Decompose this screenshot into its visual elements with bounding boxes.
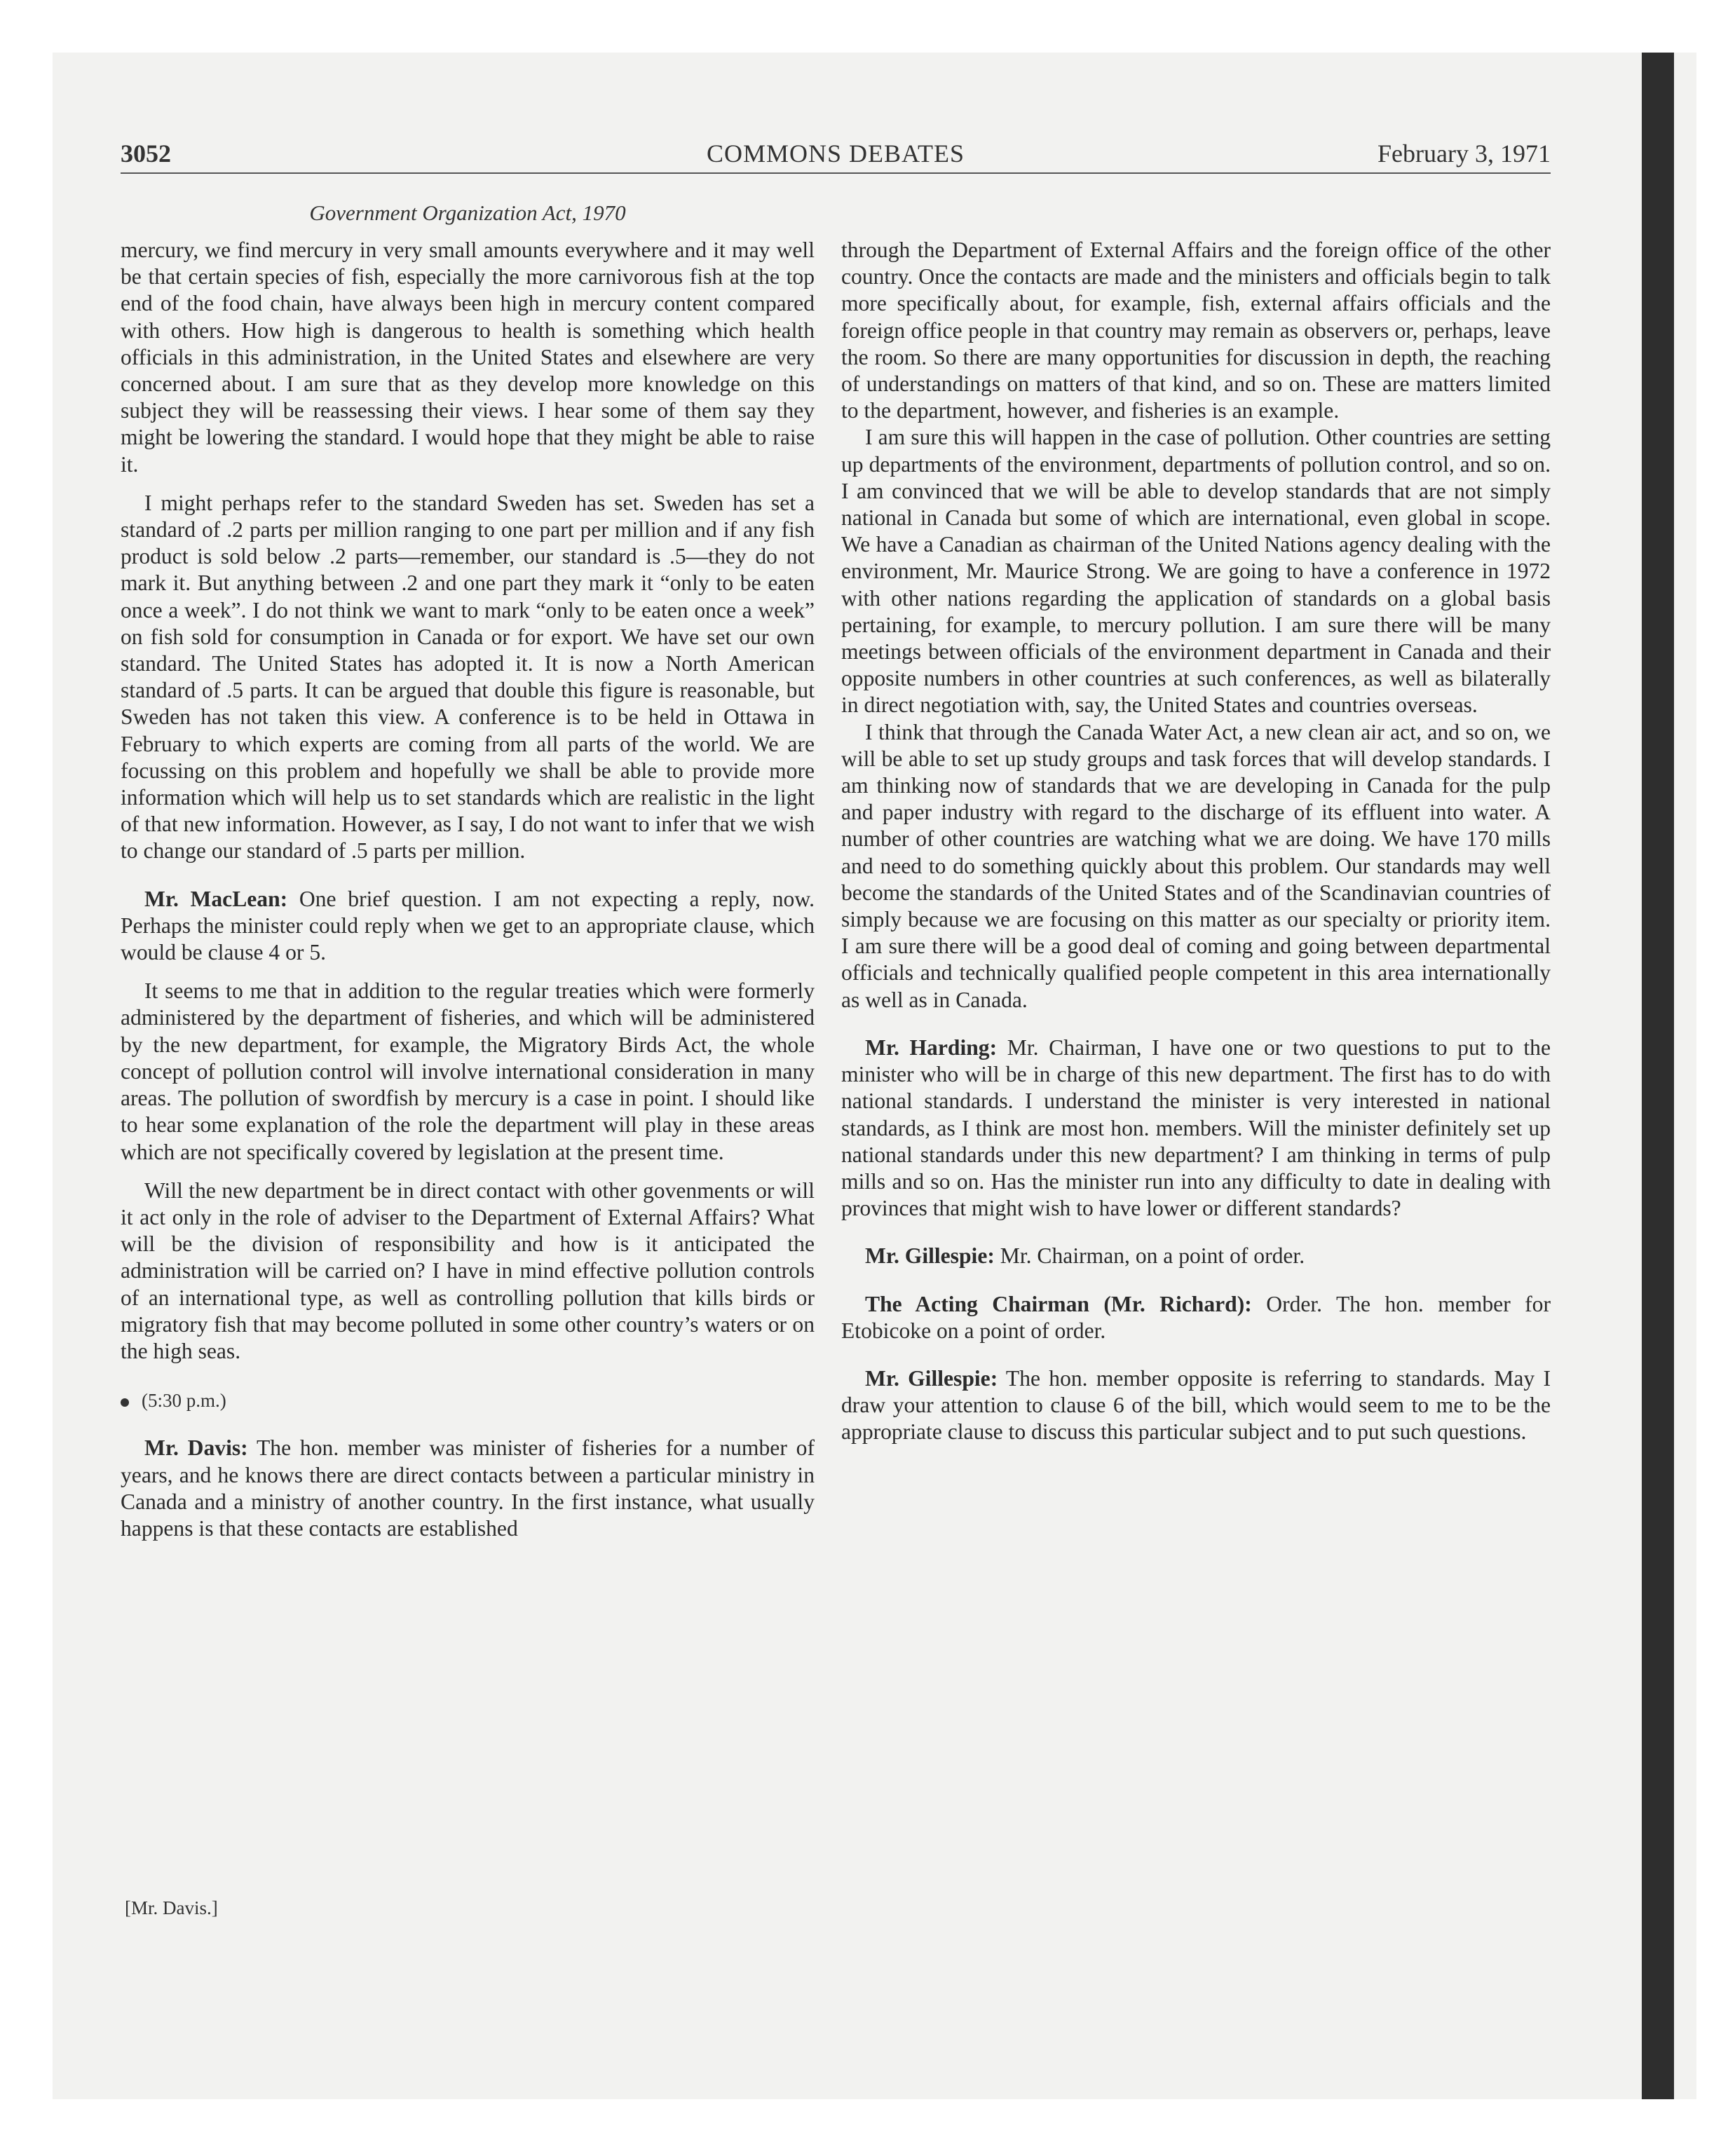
speech-text: The hon. member was minister of fisheries for a number of years, and he knows there are direct contacts between a particular ministry in Canada and a ministry of another country. In the first instance, what usually happens is that these contacts are established <box>121 1435 815 1541</box>
scan-edge-shadow <box>1642 53 1674 2099</box>
paragraph: I am sure this will happen in the case of pollution. Other countries are setting up departments of the environment, departments of pollution control, and so on. I am convinced that we will be able to develop standards that are not simply national in Canada but some of which are international, even global in scope. We have a Canadian as chairman of the United Nations agency dealing with the environment, Mr. Maurice Strong. We are going to have a conference in 1972 with other nations regarding the application of standards on a global basis pertaining, for example, to mercury pollution. I am sure there will be many meetings between officials of the environment department in Canada and their opposite numbers in other countries at such conferences, as well as bilaterally in direct negotiation with, say, the United States and countries overseas. <box>841 425 1551 718</box>
paragraph: I might perhaps refer to the standard Sweden has set. Sweden has set a standard of .2 parts per million ranging to one part per million and if any fish product is sold below .2 parts—remember, our standard is .5—they do not mark it. But anything between .2 and one part they mark it “only to be eaten once a week”. I do not think we want to mark “only to be eaten once a week” on fish sold for consumption in Canada or for export. We have set our own standard. The United States has adopted it. It is now a North American standard of .5 parts. It can be argued that double this figure is reasonable, but Sweden has not taken this view. A conference is to be held in Ottawa in February to which experts are coming from all parts of the world. We are focussing on this problem and hopefully we shall be able to provide more information which will help us to set standards which are realistic in the light of that new information. However, as I say, I do not want to infer that we wish to change our standard of .5 parts per million. <box>121 490 815 864</box>
speech-text: Mr. Chairman, I have one or two questions to put to the minister who will be in charge of this new department. The first has to do with national standards. I understand the minister is very interested in national standards, as I think are most hon. members. Will the minister definitely set up national standards under this new department? I am thinking in terms of pulp mills and so on. Has the minister run into any difficulty to date in dealing with provinces that might wish to have lower or different standards? <box>841 1035 1551 1221</box>
right-column <box>841 237 1551 1446</box>
page-date: February 3, 1971 <box>1377 139 1551 168</box>
page-header <box>121 139 1551 174</box>
speech-paragraph <box>841 1291 1551 1344</box>
speech-text: One brief question. I am not expecting a reply, now. Perhaps the minister could reply when we get to an appropriate clause, which would be clause 4 or 5. <box>121 886 815 965</box>
time-marker <box>121 1387 815 1414</box>
speaker-name: Mr. Harding: <box>865 1035 998 1060</box>
timestamp-text: (5:30 p.m.) <box>142 1390 226 1412</box>
speaker-name: Mr. Davis: <box>144 1435 248 1461</box>
paragraph: mercury, we find mercury in very small amounts everywhere and it may well be that certain species of fish, especially the more carnivorous fish at the top end of the food chain, have always been high in mercury content compared with others. How high is dangerous to health is something which health officials in this administration, in the United States and elsewhere are very concerned about. I am sure that as they develop more knowledge on this subject they will be reassessing their views. I hear some of them say they might be lowering the standard. I would hope that they might be able to raise it. <box>121 238 815 477</box>
speech-paragraph <box>841 1035 1551 1222</box>
paragraph: Will the new department be in direct contact with other govenments or will it act only in the role of adviser to the Department of External Affairs? What will be the division of responsibility and how is it anticipated the administration will be carried on? I have in mind effective pollution controls of an international type, as well as controlling pollution that kills birds or migratory fish that may become polluted in some other country’s waters or on the high seas. <box>121 1178 815 1363</box>
left-column <box>121 237 815 1542</box>
speech-paragraph <box>121 1435 815 1542</box>
speech-paragraph <box>841 1365 1551 1446</box>
speaker-name: Mr. MacLean: <box>144 886 288 911</box>
paragraph: It seems to me that in addition to the regular treaties which were formerly administered by the department of fisheries, and which will be administered by the new department, for example, the Migratory Birds Act, the whole concept of pollution control will involve international consideration in many areas. The pollution of swordfish by mercury is a case in point. I should like to hear some explanation of the role the department will play in these areas which are not specifically covered by legislation at the present time. <box>121 978 815 1164</box>
speaker-footnote: [Mr. Davis.] <box>125 1897 218 1918</box>
speech-text: The hon. member opposite is referring to standards. May I draw your attention to clause 6 of the bill, which would seem to me to be the appropriate clause to discuss this particular subject and to put such questions. <box>841 1365 1551 1445</box>
paragraph: I think that through the Canada Water Act, a new clean air act, and so on, we will be able to set up study groups and task forces that will develop standards. I am thinking now of standards that we are developing in Canada for the pulp and paper industry with regard to the discharge of its effluent into water. A number of other countries are watching what we are doing. We have 170 mills and need to do something quickly about this problem. Our standards may well become the standards of the United States and of the Scandinavian countries of simply because we are focusing on this matter as our specialty or priority item. I am sure there will be a good deal of coming and going between departmental officials and technically qualified people competent in this area internationally as well as in Canada. <box>841 719 1551 1012</box>
publication-title: COMMONS DEBATES <box>706 139 965 168</box>
section-subheading: Government Organization Act, 1970 <box>309 200 626 225</box>
speaker-name: Mr. Gillespie: <box>865 1365 998 1391</box>
speech-paragraph <box>841 1243 1551 1269</box>
speaker-name: The Acting Chairman (Mr. Richard): <box>865 1291 1252 1316</box>
speaker-name: Mr. Gillespie: <box>865 1243 995 1269</box>
speech-text: Mr. Chairman, on a point of order. <box>1000 1243 1305 1269</box>
bullet-icon <box>121 1398 129 1407</box>
page-number: 3052 <box>121 139 171 168</box>
paragraph: through the Department of External Affairs and the foreign office of the other country. Once the contacts are made and the ministers and officials begin to talk more specifically about, for example, fish, external affairs officials and the foreign office people in that country may remain as observers or, perhaps, leave the room. So there are many opportunities for discussion in depth, the reaching of understandings on matters of that kind, and so on. These are matters limited to the department, however, and fisheries is an example. <box>841 238 1551 423</box>
speech-paragraph <box>121 886 815 967</box>
speech-text: Order. The hon. member for Etobicoke on a point of order. <box>841 1291 1551 1343</box>
